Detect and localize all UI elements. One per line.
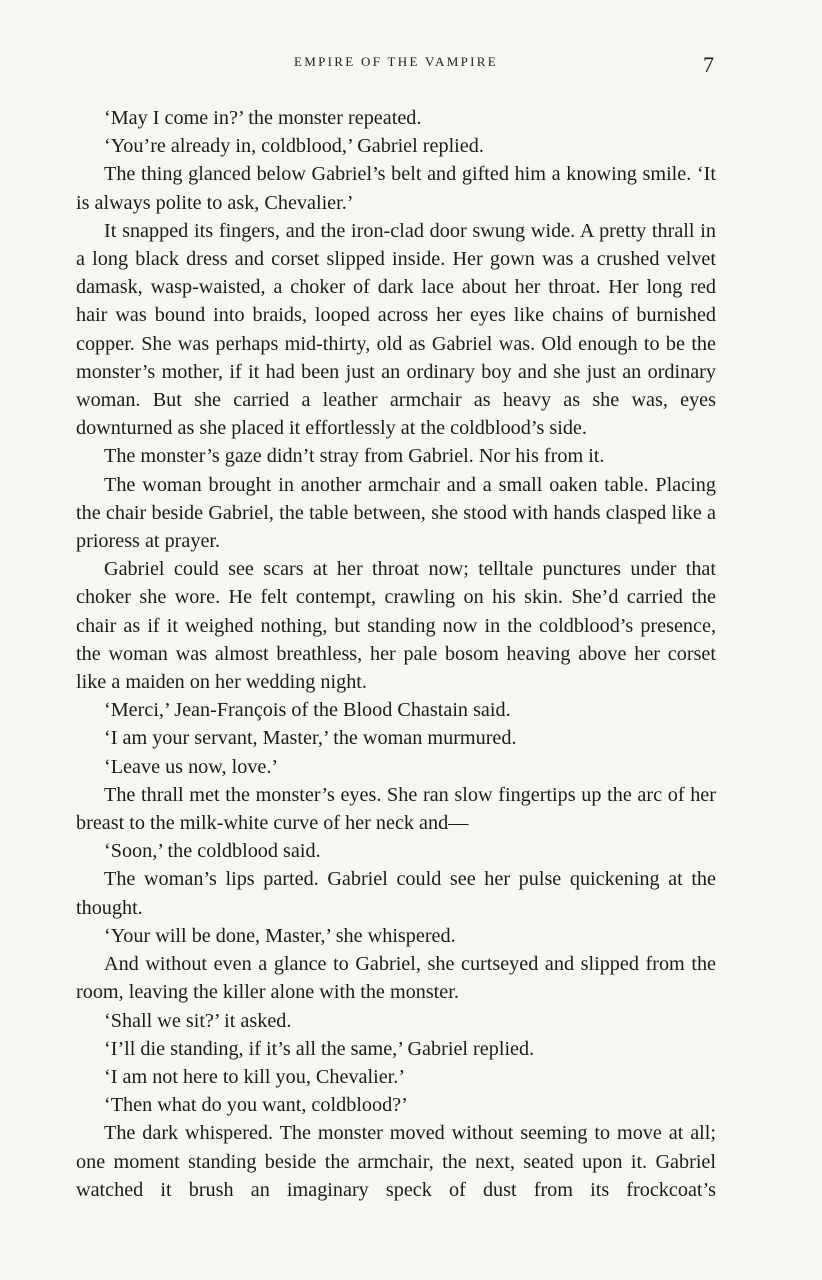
body-text [76,104,716,1204]
paragraph: ‘May I come in?’ the monster repeated. [104,107,422,129]
paragraph: ‘Leave us now, love.’ [104,755,279,778]
paragraph: The dark whispered. The monster moved without seeming to move at all; one moment standing beside the armchair, the next, seated upon it. Gabriel watched it brush an imaginary speck of dust from its frockcoat’s [76,1122,716,1201]
paragraph: ‘Your will be done, Master,’ she whispered. [104,924,456,947]
paragraph: The woman brought in another armchair and a small oaken table. Placing the chair beside Gabriel, the table between, she stood with hands clasped like a prioress at prayer. [76,473,716,553]
paragraph: The monster’s gaze didn’t stray from Gabriel. Nor his from it. [104,445,605,468]
paragraph: ‘I am your servant, Master,’ the woman murmured. [104,727,517,750]
paragraph: The thing glanced below Gabriel’s belt and gifted him a knowing smile. ‘It is always polite to ask, Chevalier.’ [76,163,716,214]
paragraph: The woman’s lips parted. Gabriel could see her pulse quickening at the thought. [76,868,716,919]
paragraph: And without even a glance to Gabriel, she curtseyed and slipped from the room, leaving the killer alone with the monster. [76,953,716,1004]
paragraph: ‘I am not here to kill you, Chevalier.’ [104,1065,406,1088]
paragraph: ‘Then what do you want, coldblood?’ [104,1094,408,1117]
paragraph: ‘I’ll die standing, if it’s all the same,’ Gabriel replied. [104,1037,535,1060]
page-header [76,52,716,80]
paragraph: ‘Soon,’ the coldblood said. [104,840,321,863]
paragraph: ‘Merci,’ Jean-François of the Blood Chastain said. [104,699,511,722]
paragraph: Gabriel could see scars at her throat now; telltale punctures under that choker she wore. He felt contempt, crawling on his skin. She’d carried the chair as if it weighed nothing, but standing now in the coldblood’s presence, the woman was almost breathless, her pale bosom heaving above her corset like a maiden on her wedding night. [76,558,716,694]
paragraph: The thrall met the monster’s eyes. She ran slow fingertips up the arc of her breast to the milk-white curve of her neck and— [76,783,716,835]
paragraph: It snapped its fingers, and the iron-clad door swung wide. A pretty thrall in a long black dress and corset slipped inside. Her gown was a crushed velvet damask, wasp-waisted, a choker of dark lace about her throat. Her long red hair was bound into braids, looped across her eyes like chains of burnished copper. She was perhaps mid-thirty, old as Gabriel was. Old enough to be the monster’s mother, if it had been just an ordinary boy and she just an ordinary woman. But she carried a leather armchair as heavy as she was, eyes downturned as she placed it effortlessly at the coldblood’s side. [76,219,716,440]
paragraph: ‘You’re already in, coldblood,’ Gabriel replied. [104,135,484,158]
paragraph: ‘Shall we sit?’ it asked. [104,1009,292,1032]
page-number: 7 [703,52,714,77]
running-head: EMPIRE OF THE VAMPIRE [294,54,498,69]
